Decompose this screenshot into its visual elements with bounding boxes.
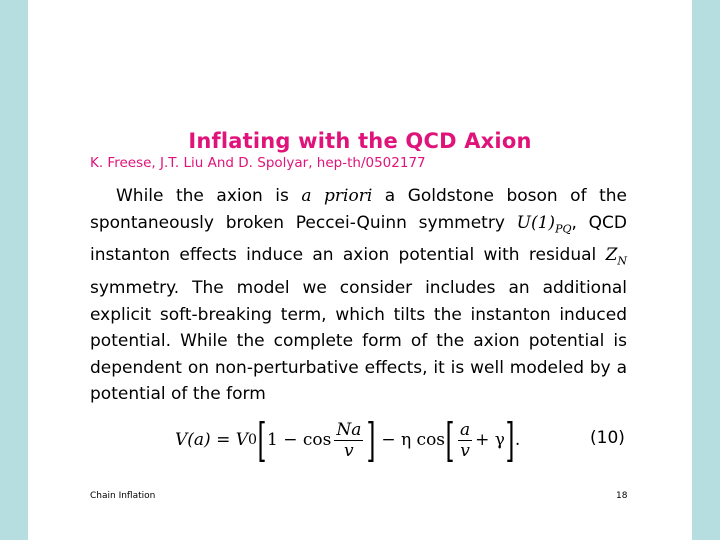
eq-period: . (514, 430, 521, 450)
slide-authors: K. Freese, J.T. Liu And D. Spolyar, hep-th/0502177 (90, 155, 426, 171)
left-side-bar (0, 0, 28, 540)
right-bracket-2: ] (505, 413, 515, 467)
body-text-3: , QCD instanton effects induce an axion potential with residual (90, 212, 627, 266)
eq-lhs: V(a) = V (175, 430, 249, 450)
body-paragraph (90, 183, 627, 408)
footer-title: Chain Inflation (90, 491, 156, 501)
potential-equation (175, 412, 520, 468)
frac1-denominator: v (344, 440, 354, 461)
body-text-4: symmetry. The model we consider includes an additional explicit soft-breaking term, which tilts the instanton induced potential. While the complete form of the axion potential is dependent on non-perturbative effects, it is well modeled by a potential of the form (90, 278, 627, 405)
pq-subscript: PQ (555, 221, 572, 235)
u1-symbol (517, 213, 572, 233)
frac2-denominator: v (460, 440, 470, 461)
page-number: 18 (616, 491, 628, 501)
z-base: Z (605, 245, 618, 266)
fraction-na-over-v (334, 420, 363, 461)
right-side-bar (692, 0, 720, 540)
equation-number: (10) (590, 428, 625, 448)
slide-body (90, 183, 627, 408)
eq-lhs-sub: 0 (248, 432, 258, 448)
body-text-2: a Goldstone boson of the spontaneously broken Peccei-Quinn symmetry (90, 186, 627, 233)
u1-base: U(1) (516, 212, 556, 233)
left-bracket-2: [ (445, 413, 455, 467)
frac1-numerator: Na (336, 419, 362, 440)
right-bracket-1: ] (366, 413, 376, 467)
zn-symbol (605, 245, 627, 268)
eq-minus-eta-cos: − η cos (381, 430, 446, 450)
eq-plus-gamma: + γ (475, 430, 505, 450)
eq-one-minus-cos: 1 − cos (266, 430, 332, 450)
slide-title: Inflating with the QCD Axion (188, 129, 532, 153)
fraction-a-over-v (458, 420, 472, 461)
n-subscript: N (617, 254, 627, 268)
body-text-1: While the axion is (116, 186, 302, 206)
frac2-numerator: a (459, 419, 471, 440)
a-priori: a priori (301, 186, 373, 206)
left-bracket-1: [ (257, 413, 267, 467)
